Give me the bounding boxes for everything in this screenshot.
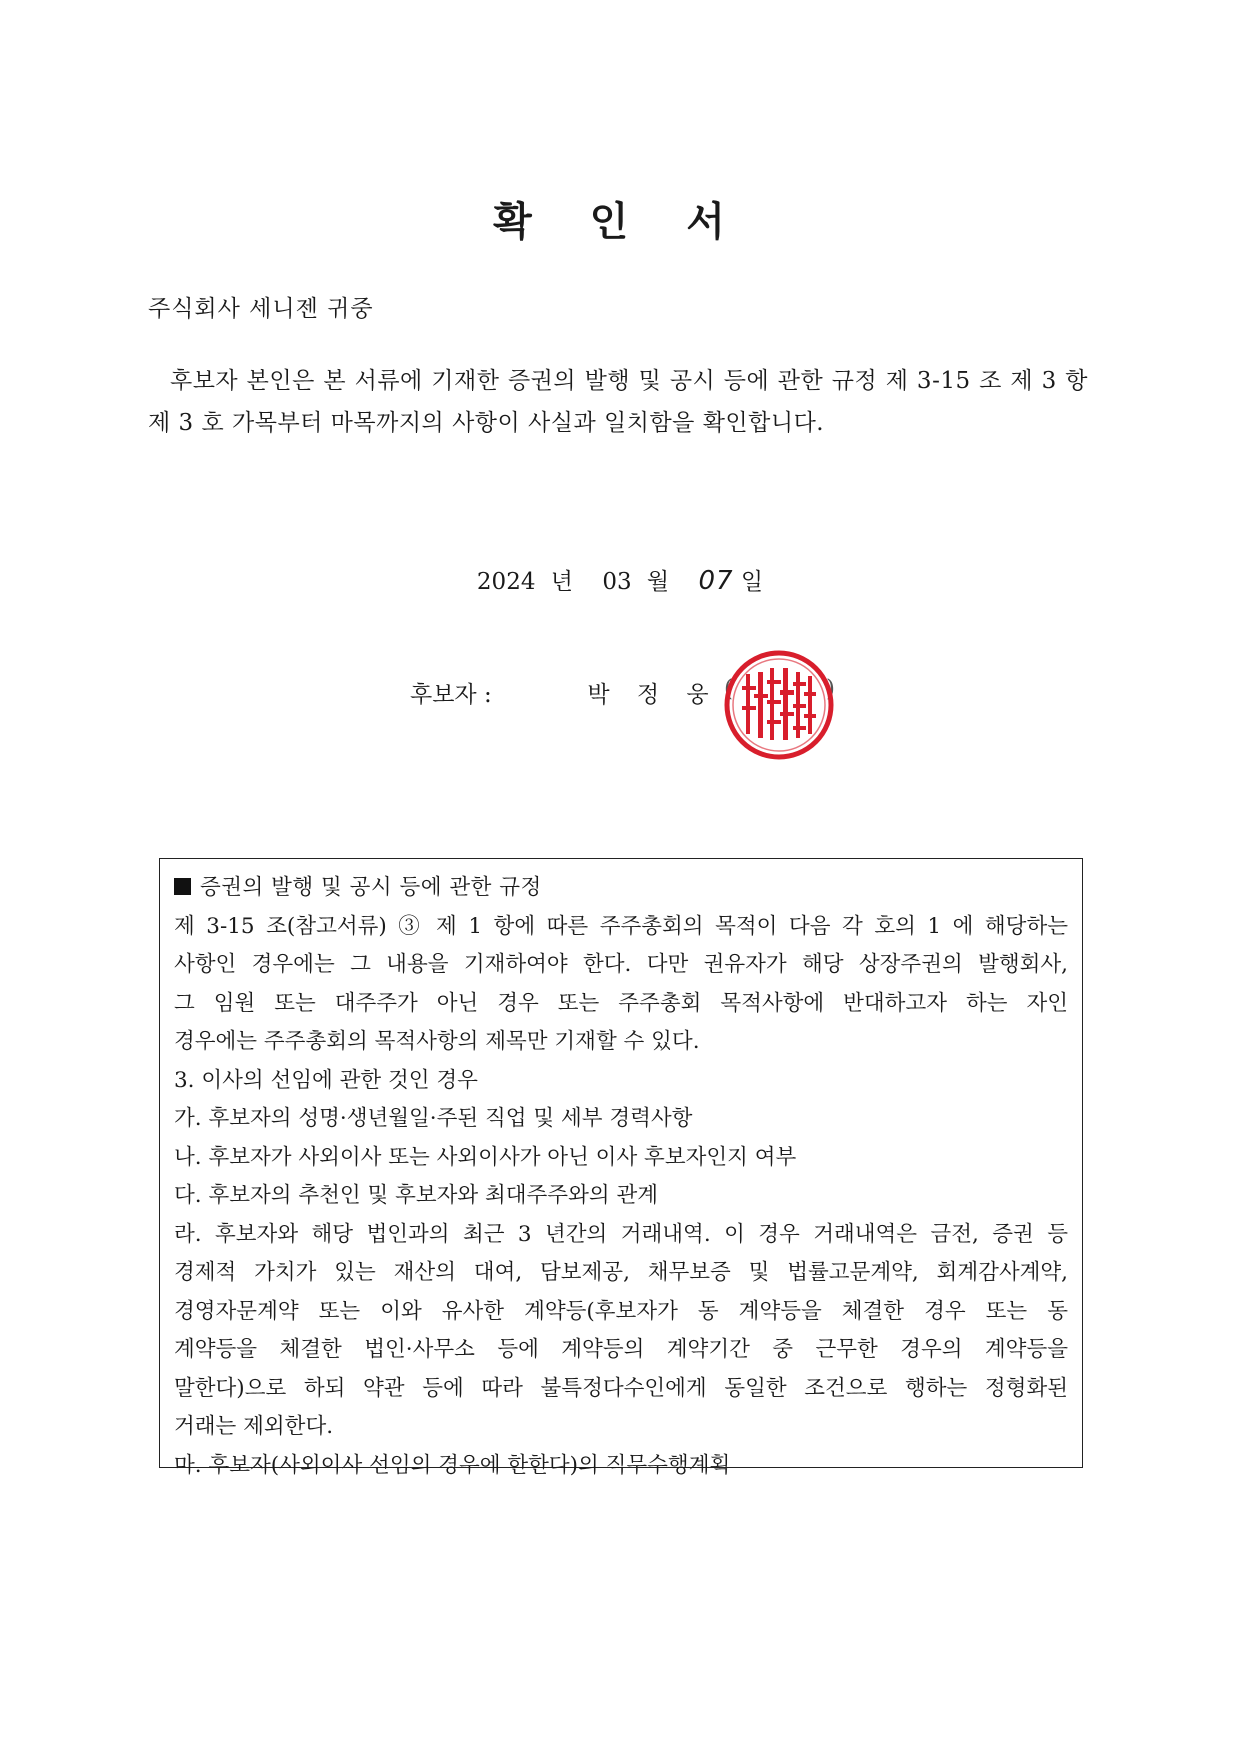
regulation-heading	[174, 869, 1068, 908]
regulation-item: 마. 후보자(사외이사 선임의 경우에 한한다)의 직무수행계획	[174, 1452, 731, 1478]
regulation-item-ra-line: 계약등을 체결한 법인·사무소 등에 계약등의 계약기간 중 근무한 경우의 계약등을	[174, 1337, 1068, 1362]
regulation-intro-line: 제 3-15 조(참고서류) ③ 제 1 항에 따른 주주총회의 목적이 다음 각 호의 1 에 해당하는	[174, 913, 1068, 939]
date-day-unit: 일	[740, 569, 764, 595]
signer-name: 박 정 웅	[587, 682, 719, 708]
regulation-heading-text: 증권의 발행 및 공시 등에 관한 규정	[200, 875, 542, 900]
date-day-handwritten: 07	[698, 566, 734, 596]
date-month-unit: 월	[646, 569, 670, 595]
regulation-item-ra-line: 말한다)으로 하되 약관 등에 따라 불특정다수인에게 동일한 조건으로 행하는 정형화된	[174, 1375, 1068, 1401]
regulation-item-ra-line: 라. 후보자와 해당 법인과의 최근 3 년간의 거래내역. 이 경우 거래내역은 금전, 증권 등	[174, 1221, 1068, 1247]
regulation-item: 나. 후보자가 사외이사 또는 사외이사가 아닌 이사 후보자인지 여부	[174, 1144, 797, 1170]
regulation-intro-line: 경우에는 주주총회의 목적사항의 제목만 기재할 수 있다.	[174, 1029, 700, 1054]
date-month: 03	[602, 569, 632, 595]
regulation-item-ra-line: 경제적 가치가 있는 재산의 대여, 담보제공, 채무보증 및 법률고문계약, 회계감사계약,	[174, 1260, 1068, 1285]
regulation-excerpt-box	[159, 858, 1083, 1478]
regulation-item: 다. 후보자의 추천인 및 후보자와 최대주주와의 관계	[174, 1183, 658, 1208]
document-date	[0, 563, 1240, 596]
black-square-icon	[174, 878, 191, 895]
document-title: 확 인 서	[493, 198, 747, 245]
regulation-item-ra-line: 경영자문계약 또는 이와 유사한 계약등(후보자가 동 계약등을 체결한 경우 또는 동	[174, 1298, 1068, 1324]
regulation-intro-line: 그 임원 또는 대주주가 아닌 경우 또는 주주총회 목적사항에 반대하고자 하는 자인	[174, 990, 1068, 1016]
date-year: 2024	[476, 569, 536, 595]
addressee: 주식회사 세니젠 귀중	[148, 296, 374, 322]
seal-stamp-icon	[720, 646, 838, 764]
regulation-item: 가. 후보자의 성명·생년월일·주된 직업 및 세부 경력사항	[174, 1106, 693, 1131]
date-year-unit: 년	[550, 569, 573, 595]
regulation-intro-line: 사항인 경우에는 그 내용을 기재하여야 한다. 다만 권유자가 해당 상장주권의 발행회사,	[174, 952, 1068, 977]
seal-paren-open: (	[724, 676, 733, 702]
confirmation-statement	[148, 360, 1088, 444]
regulation-item-ra-line: 거래는 제외한다.	[174, 1414, 334, 1439]
signer-row	[410, 676, 719, 709]
statement-line-2: 제 3 호 가목부터 마목까지의 사항이 사실과 일치함을 확인합니다.	[148, 410, 825, 436]
regulation-clause: 3. 이사의 선임에 관한 것인 경우	[174, 1067, 478, 1093]
signer-label: 후보자 :	[410, 682, 492, 708]
seal-paren-close: )	[826, 676, 835, 702]
statement-line-1: 후보자 본인은 본 서류에 기재한 증권의 발행 및 공시 등에 관한 규정 제 3-15 조 제 3 항	[170, 368, 1088, 394]
